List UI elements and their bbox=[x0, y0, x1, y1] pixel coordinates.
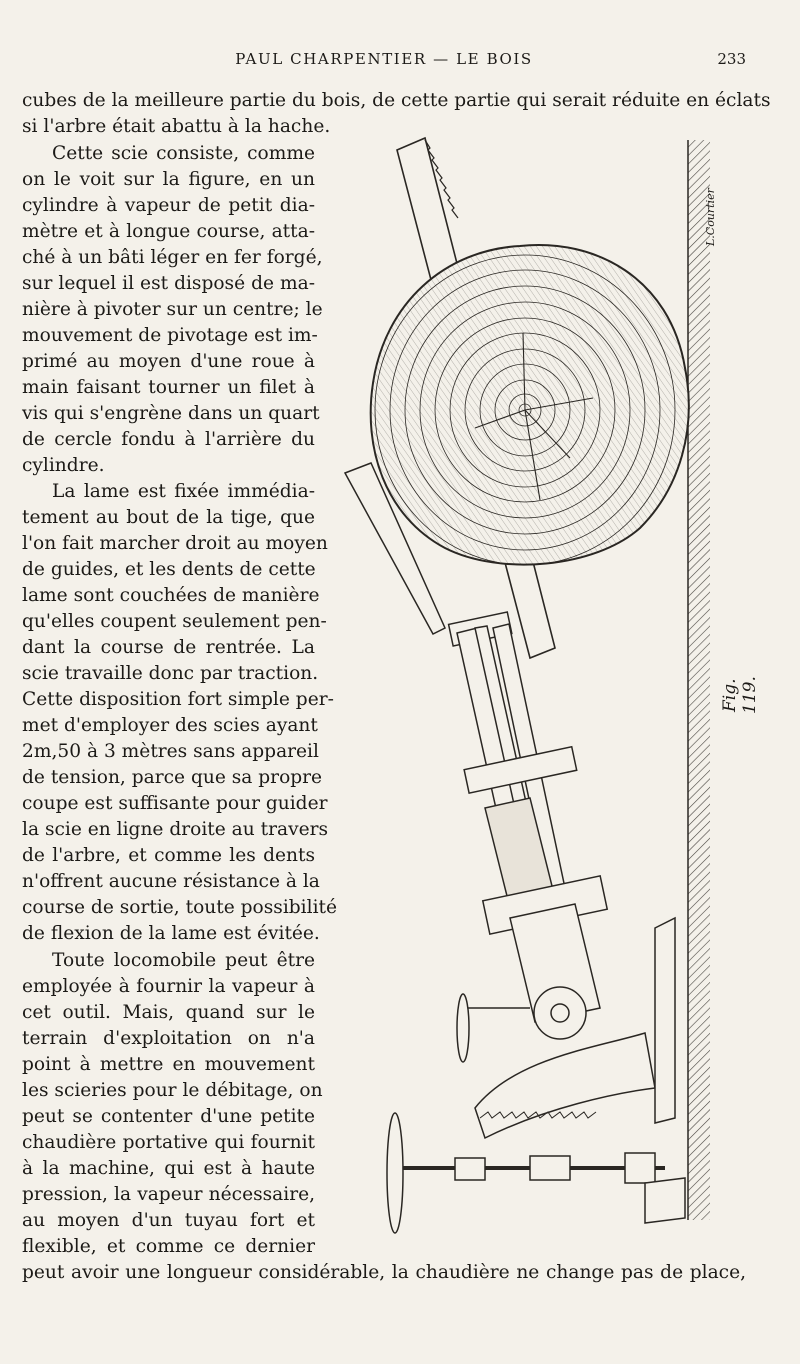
text-line: nière à pivoter sur un centre; le bbox=[22, 299, 323, 320]
text-line: main faisant tourner un filet à bbox=[22, 377, 315, 398]
text-line: sur lequel il est disposé de ma- bbox=[22, 273, 315, 294]
text-line: lame sont couchées de manière bbox=[22, 585, 320, 606]
text-line: dant la course de rentrée. La bbox=[22, 637, 315, 658]
text-line: de guides, et les dents de cette bbox=[22, 559, 316, 580]
text-line: de flexion de la lame est évitée. bbox=[22, 923, 320, 944]
ground-hatching bbox=[688, 140, 710, 1220]
text-line: l'on fait marcher droit au moyen bbox=[22, 533, 328, 554]
running-header bbox=[22, 50, 746, 74]
text-line: met d'employer des scies ayant bbox=[22, 715, 318, 736]
text-line: la scie en ligne droite au travers bbox=[22, 819, 329, 840]
text-line: mètre et à longue course, atta- bbox=[22, 221, 315, 242]
text-line: scie travaille donc par traction. bbox=[22, 663, 319, 684]
text-line: flexible, et comme ce dernier bbox=[22, 1236, 315, 1257]
figure-caption: Fig. 119. bbox=[720, 676, 760, 714]
tree-trunk-cross-section bbox=[371, 245, 689, 565]
text-line: vis qui s'engrène dans un quart bbox=[22, 403, 320, 424]
text-line: de cercle fondu à l'arrière du bbox=[22, 429, 315, 450]
text-line: terrain d'exploitation on n'a bbox=[22, 1028, 315, 1049]
text-line: les scieries pour le débitage, on bbox=[22, 1080, 323, 1101]
text-line: cubes de la meilleure partie du bois, de cette partie qui serait réduite en éclats bbox=[22, 90, 771, 111]
text-line: La lame est fixée immédia- bbox=[52, 481, 315, 502]
text-line: peut avoir une longueur considérable, la chaudière ne change pas de place, bbox=[22, 1262, 746, 1283]
text-line: n'offrent aucune résistance à la bbox=[22, 871, 320, 892]
text-line: si l'arbre était abattu à la hache. bbox=[22, 116, 331, 137]
text-line: Cette disposition fort simple per- bbox=[22, 689, 334, 710]
text-line: au moyen d'un tuyau fort et bbox=[22, 1210, 315, 1231]
text-line: chaudière portative qui fournit bbox=[22, 1132, 315, 1153]
text-line: cylindre à vapeur de petit dia- bbox=[22, 195, 315, 216]
running-title: PAUL CHARPENTIER — LE BOIS bbox=[235, 50, 533, 68]
text-line: tement au bout de la tige, que bbox=[22, 507, 315, 528]
text-line: primé au moyen d'une roue à bbox=[22, 351, 315, 372]
text-line: 2m,50 à 3 mètres sans appareil bbox=[22, 741, 319, 762]
text-line: coupe est suffisante pour guider bbox=[22, 793, 328, 814]
text-line: de tension, parce que sa propre bbox=[22, 767, 323, 788]
text-line: employée à fournir la vapeur à bbox=[22, 976, 315, 997]
text-line: peut se contenter d'une petite bbox=[22, 1106, 315, 1127]
text-line: ché à un bâti léger en fer forgé, bbox=[22, 247, 323, 268]
text-line: Toute locomobile peut être bbox=[52, 950, 315, 971]
text-line: mouvement de pivotage est im- bbox=[22, 325, 318, 346]
text-line: de l'arbre, et comme les dents bbox=[22, 845, 315, 866]
text-line: cylindre. bbox=[22, 455, 105, 476]
text-line: cet outil. Mais, quand sur le bbox=[22, 1002, 315, 1023]
text-line: à la machine, qui est à haute bbox=[22, 1158, 315, 1179]
text-line: qu'elles coupent seulement pen- bbox=[22, 611, 327, 632]
text-line: pression, la vapeur nécessaire, bbox=[22, 1184, 315, 1205]
text-line: course de sortie, toute possibilité bbox=[22, 897, 337, 918]
engraver-signature: L.Courtier bbox=[704, 188, 717, 246]
steam-saw-illustration bbox=[325, 128, 745, 1238]
text-line: point à mettre en mouvement bbox=[22, 1054, 315, 1075]
page-number: 233 bbox=[717, 50, 746, 68]
text-line: Cette scie consiste, comme bbox=[52, 143, 315, 164]
text-line: on le voit sur la figure, en un bbox=[22, 169, 315, 190]
